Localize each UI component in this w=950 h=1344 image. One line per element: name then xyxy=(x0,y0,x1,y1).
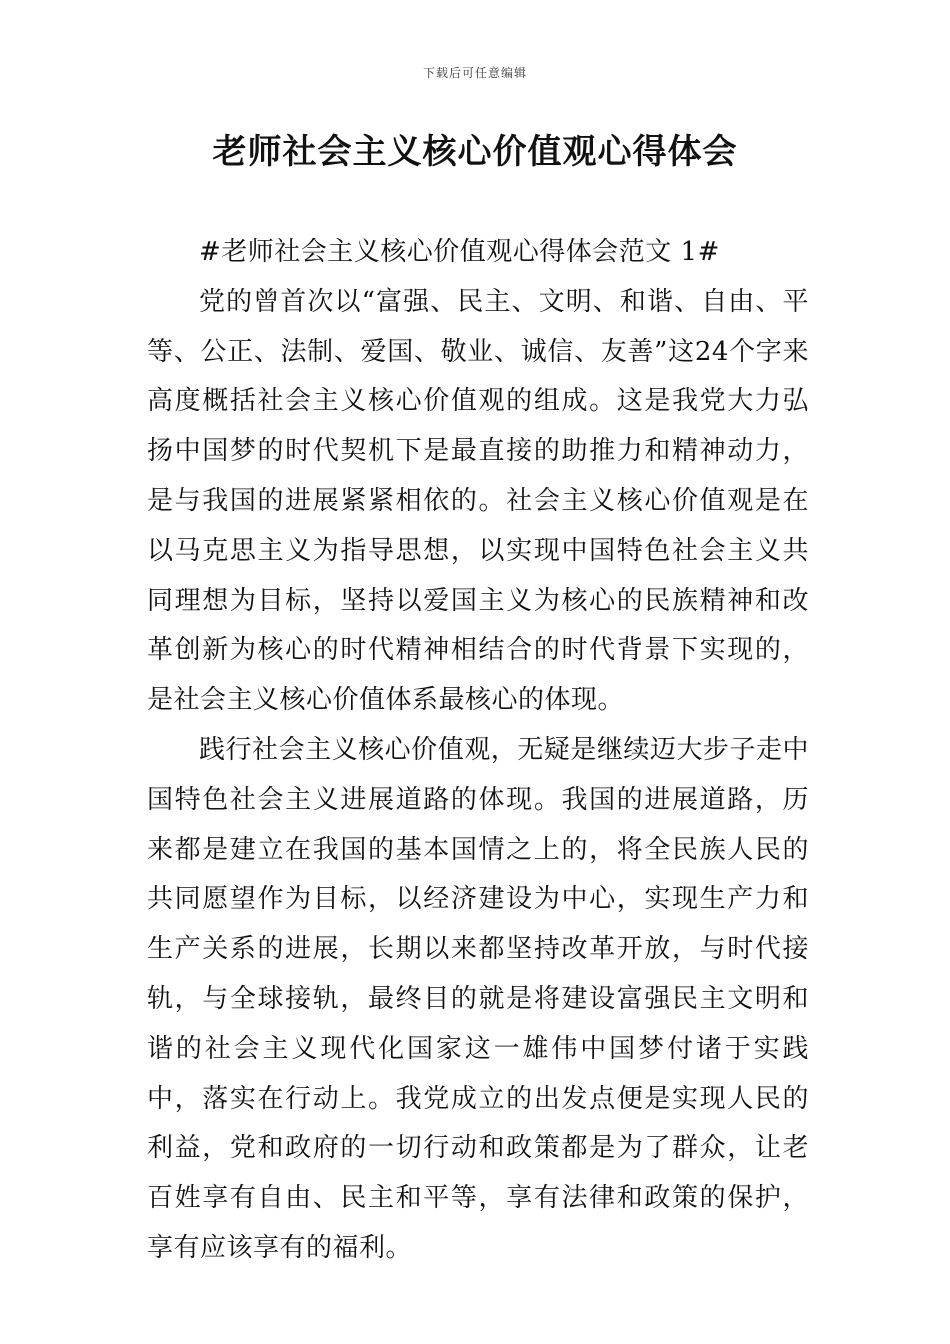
document-body xyxy=(147,228,809,1274)
subheading: #老师社会主义核心价值观心得体会范文 1# xyxy=(199,237,720,267)
document-title: 老师社会主义核心价值观心得体会 xyxy=(212,132,738,172)
paragraph-1: 党的曾首次以“富强、民主、文明、和谐、自由、平等、公正、法制、爱国、敬业、诚信、友善”这24个字来高度概括社会主义核心价值观的组成。这是我党大力弘扬中国梦的时代契机下是最直接的助推力和精神动力，是与我国的进展紧紧相依的。社会主义核心价值观是在以马克思主义为指导思想，以实现中国特色社会主义共同理想为目标，坚持以爱国主义为核心的民族精神和改革创新为核心的时代精神相结合的时代背景下实现的，是社会主义核心价值体系最核心的体现。 xyxy=(147,286,809,716)
header-note: 下载后可任意编辑 xyxy=(422,66,527,80)
paragraph-2: 践行社会主义核心价值观，无疑是继续迈大步子走中国特色社会主义进展道路的体现。我国的进展道路，历来都是建立在我国的基本国情之上的，将全民族人民的共同愿望作为目标，以经济建设为中心，实现生产力和生产关系的进展，长期以来都坚持改革开放，与时代接轨，与全球接轨，最终目的就是将建设富强民主文明和谐的社会主义现代化国家这一雄伟中国梦付诸于实践中，落实在行动上。我党成立的出发点便是实现人民的利益，党和政府的一切行动和政策都是为了群众，让老百姓享有自由、民主和平等，享有法律和政策的保护，享有应该享有的福利。 xyxy=(147,734,809,1263)
